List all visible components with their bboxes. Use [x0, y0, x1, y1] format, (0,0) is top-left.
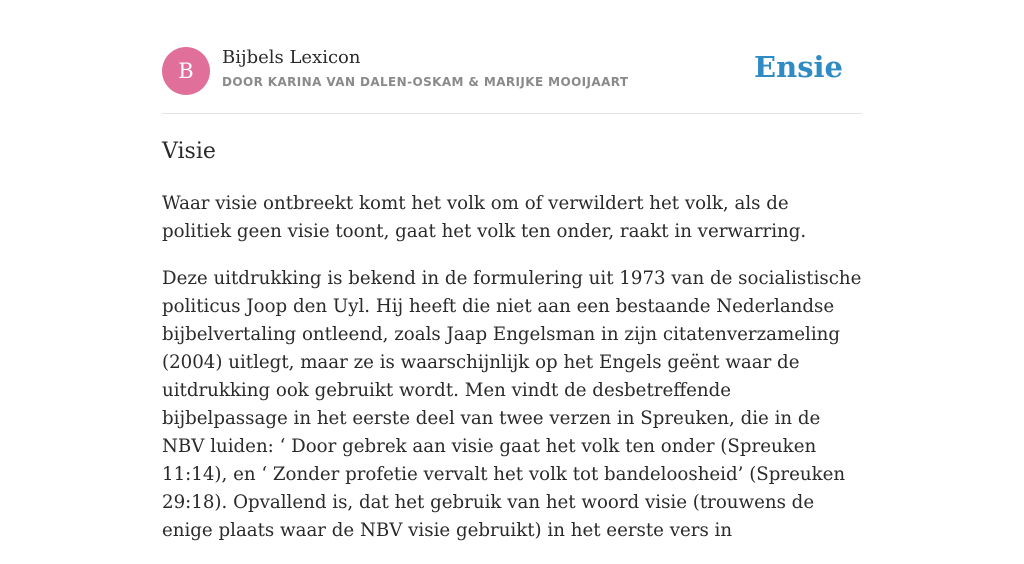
publication-title[interactable]: Bijbels Lexicon: [222, 47, 361, 68]
article-paragraph: Deze uitdrukking is bekend in de formulering uit 1973 van de socialistische politicus Joop den Uyl. Hij heeft die niet aan een bestaande Nederlandse bijbelvertaling ontleend, zoals Jaap Engelsman in zijn citatenverzameling (2004) uitlegt, maar ze is waarschijnlijk op het Engels geënt waar de uitdrukking ook gebruikt wordt. Men vindt de desbetreffende bijbelpassage in het eerste deel van twee verzen in Spreuken, die in de NBV luiden: ‘ Door gebrek aan visie gaat het volk ten onder (Spreuken 11:14), en ‘ Zonder profetie vervalt het volk tot bandeloosheid’ (Spreuken 29:18). Opvallend is, dat het gebruik van het woord visie (trouwens de enige plaats waar de NBV visie gebruikt) in het eerste vers in: [162, 268, 862, 541]
article-body: [162, 190, 862, 564]
publication-authors: DOOR KARINA VAN DALEN-OSKAM & MARIJKE MOOIJAART: [222, 75, 629, 89]
ensie-logo[interactable]: Ensie: [754, 50, 843, 84]
page-container: [162, 0, 862, 541]
article-title: Visie: [162, 139, 216, 164]
article-paragraph: Waar visie ontbreekt komt het volk om of verwildert het volk, als de politiek geen visie toont, gaat het volk ten onder, raakt in verwarring.: [162, 193, 807, 242]
publication-header: [162, 0, 862, 114]
publication-avatar[interactable]: B: [162, 47, 210, 95]
